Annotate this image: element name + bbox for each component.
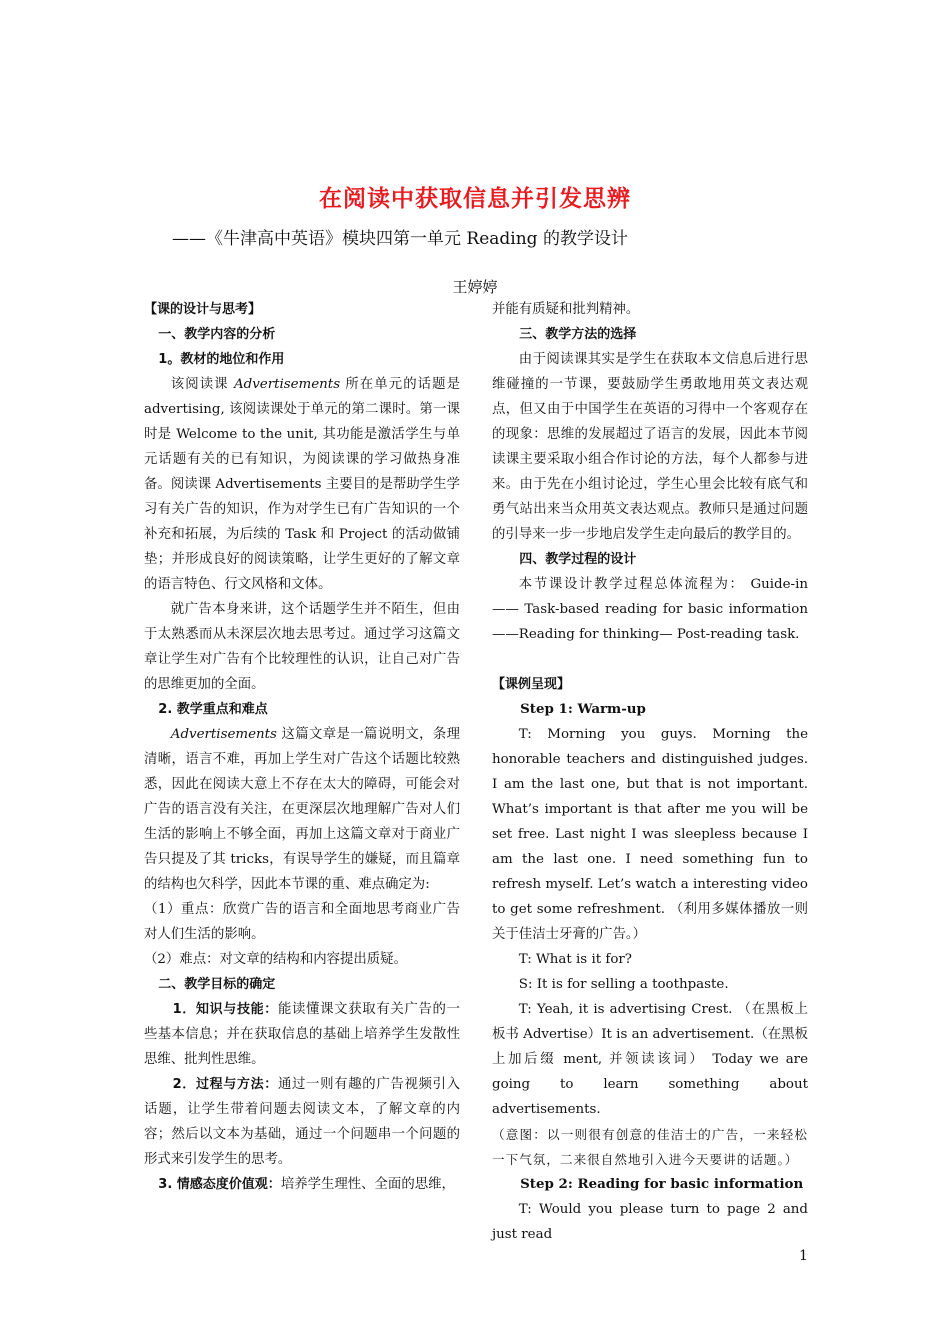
dialogue-teacher-1: T: Morning you guys. Morning the honorable teachers and distinguished judges. I am the last one, but that is not important. What’s important is that after me you will be set free. Last night I was sleepless because I am the last one. I need something fun to refresh myself. Let’s watch a interesting video to get some refreshment. （利用多媒体播放一则关于佳洁士牙膏的广告。） — [492, 727, 808, 942]
paragraph-teaching-flow: 本节课设计教学过程总体流程为： Guide-in —— Task-based reading for basic information——Reading for thinking— Post-reading task. — [492, 577, 808, 642]
paragraph-material-role: 该阅读课 Advertisements 所在单元的话题是 advertising, 该阅读课处于单元的第二课时。第一课时是 Welcome to the unit, 其功能是激活学生与单元话题有关的已有知识，为阅读课的学习做热身准备。阅读课 Advertisements 主要目的是帮助学生学习有关广告的知识，作为对学生已有广告知识的一个补充和拓展，为后续的 Task 和 Project 的活动做铺垫；并形成良好的阅读策略，让学生更好的了解文章的语言特色、行文风格和文体。 — [144, 377, 460, 592]
paragraph-key-points: Advertisements 这篇文章是一篇说明文，条理清晰，语言不难，再加上学生对广告这个话题比较熟悉，因此在阅读大意上不存在太大的障碍，可能会对广告的语言没有关注，在更深层次地理解广告对人们生活的影响上不够全面，再加上这篇文章对于商业广告只提及了其 tricks，有误导学生的嫌疑，而且篇章的结构也欠科学，因此本节课的重、难点确定为: — [144, 727, 460, 892]
spacer — [492, 647, 808, 672]
goal-emotion: 3. 情感态度价值观：培养学生理性、全面的思维， — [158, 1177, 455, 1192]
paragraph-topic-familiarity: 就广告本身来讲，这个话题学生并不陌生，但由于太熟悉而从未深层次地去思考过。通过学习这篇文章让学生对广告有个比较理性的认识，让自己对广告的思维更加的全面。 — [144, 602, 460, 692]
heading-teaching-goals: 二、教学目标的确定 — [158, 977, 276, 992]
heading-teaching-process: 四、教学过程的设计 — [519, 552, 637, 567]
document-title: 在阅读中获取信息并引发思辨 — [319, 186, 631, 212]
section-case-heading: 【课例呈现】 — [492, 677, 571, 692]
dialogue-teacher-2: T: What is it for? — [518, 952, 632, 967]
intent-note: （意图：以一则很有创意的佳洁士的广告，一来轻松一下气氛，二来很自然地引入进今天要讲的话题。） — [492, 1127, 808, 1167]
dialogue-student-1: S: It is for selling a toothpaste. — [518, 977, 729, 992]
author-name: 王婷婷 — [452, 278, 498, 296]
step-2-heading: Step 2: Reading for basic information — [520, 1176, 804, 1192]
key-point-item: （1）重点：欣赏广告的语言和全面地思考商业广告对人们生活的影响。 — [144, 902, 460, 942]
step-1-heading: Step 1: Warm-up — [520, 701, 646, 717]
heading-teaching-methods: 三、教学方法的选择 — [519, 327, 637, 342]
section-design-heading: 【课的设计与思考】 — [144, 302, 262, 317]
heading-key-difficult-points: 2. 教学重点和难点 — [158, 702, 268, 717]
goal-knowledge: 1．知识与技能：能读懂课文获取有关广告的一些基本信息；并在获取信息的基础上培养学生发散性思维、批判性思维。 — [144, 1002, 460, 1067]
dialogue-teacher-4: T: Would you please turn to page 2 and just read — [492, 1202, 808, 1242]
document-subtitle: ——《牛津高中英语》模块四第一单元 Reading 的教学设计 — [172, 229, 628, 249]
page-number: 1 — [799, 1248, 808, 1264]
heading-content-analysis: 一、教学内容的分析 — [158, 327, 276, 342]
dialogue-teacher-3: T: Yeah, it is advertising Crest. （在黑板上板书 Advertise）It is an advertisement.（在黑板上加后缀 ment, 并领读该词） Today we are going to learn something about advertisements. — [492, 1002, 808, 1117]
goal-process: 2．过程与方法：通过一则有趣的广告视频引入话题，让学生带着问题去阅读文本，了解文章的内容；然后以文本为基础，通过一个问题串一个问题的形式来引发学生的思考。 — [144, 1077, 460, 1167]
paragraph-teaching-methods: 由于阅读课其实是学生在获取本文信息后进行思维碰撞的一节课，要鼓励学生勇敢地用英文表达观点，但又由于中国学生在英语的习得中一个客观存在的现象：思维的发展超过了语言的发展，因此本节阅读课主要采取小组合作讨论的方法，每个人都参与进来。由于先在小组讨论过，学生心里会比较有底气和勇气站出来当众用英文表达观点。教师只是通过问题的引导来一步一步地启发学生走向最后的教学目的。 — [492, 352, 808, 542]
difficult-point-item: （2）难点：对文章的结构和内容提出质疑。 — [144, 952, 407, 967]
goal-emotion-continued: 并能有质疑和批判精神。 — [492, 302, 640, 317]
left-column — [144, 297, 460, 1197]
heading-material-role: 1。教材的地位和作用 — [158, 352, 285, 367]
right-column — [492, 297, 808, 1247]
